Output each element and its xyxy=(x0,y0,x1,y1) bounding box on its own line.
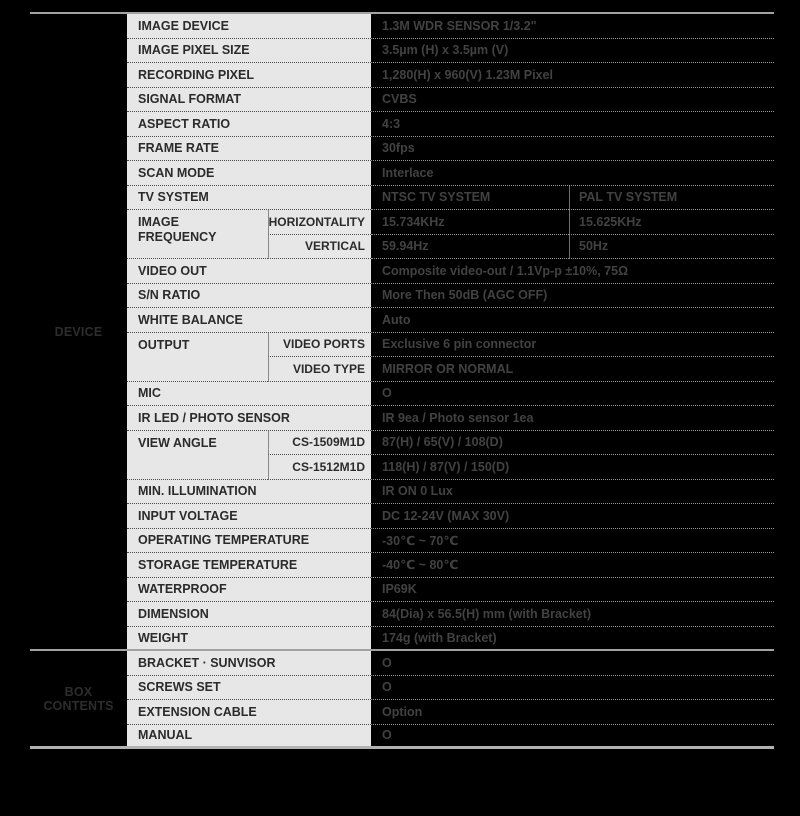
spec-value: Option xyxy=(371,700,774,725)
spec-table xyxy=(30,12,774,749)
spec-label: RECORDING PIXEL xyxy=(127,63,371,88)
spec-value: Exclusive 6 pin connector xyxy=(371,333,774,358)
spec-value: 1,280(H) x 960(V) 1.23M Pixel xyxy=(371,63,774,88)
spec-value: 84(Dia) x 56.5(H) mm (with Bracket) xyxy=(371,602,774,627)
spec-label: IMAGE DEVICE xyxy=(127,14,371,39)
spec-value-ntsc: 15.734KHz xyxy=(371,210,569,235)
category-label: BOX CONTENTS xyxy=(43,684,114,713)
spec-value: 174g (with Bracket) xyxy=(371,627,774,652)
spec-label: OUTPUT xyxy=(127,333,268,382)
spec-value: 4:3 xyxy=(371,112,774,137)
spec-label: SCREWS SET xyxy=(127,676,371,701)
spec-value: O xyxy=(371,651,774,676)
spec-label: OPERATING TEMPERATURE xyxy=(127,529,371,554)
spec-label: STORAGE TEMPERATURE xyxy=(127,553,371,578)
spec-sub-label: CS-1512M1D xyxy=(268,455,371,480)
spec-value-pal: 15.625KHz xyxy=(569,210,774,235)
spec-sub-label: VIDEO PORTS xyxy=(268,333,371,358)
spec-value: O xyxy=(371,725,774,750)
spec-value: MIRROR OR NORMAL xyxy=(371,357,774,382)
spec-label: VIEW ANGLE xyxy=(127,431,268,480)
spec-label: FRAME RATE xyxy=(127,137,371,162)
spec-label: IMAGE PIXEL SIZE xyxy=(127,39,371,64)
spec-label: INPUT VOLTAGE xyxy=(127,504,371,529)
spec-value: 118(H) / 87(V) / 150(D) xyxy=(371,455,774,480)
spec-value: O xyxy=(371,382,774,407)
spec-value: DC 12-24V (MAX 30V) xyxy=(371,504,774,529)
spec-sub-label: HORIZONTALITY xyxy=(268,210,371,235)
spec-label: WEIGHT xyxy=(127,627,371,652)
spec-value: 30fps xyxy=(371,137,774,162)
spec-value: 87(H) / 65(V) / 108(D) xyxy=(371,431,774,456)
spec-label: IR LED / PHOTO SENSOR xyxy=(127,406,371,431)
category-label: DEVICE xyxy=(54,324,103,339)
spec-label: MIN. ILLUMINATION xyxy=(127,480,371,505)
spec-value: O xyxy=(371,676,774,701)
spec-sub-label: VIDEO TYPE xyxy=(268,357,371,382)
spec-value: Composite video-out / 1.1Vp-p ±10%, 75Ω xyxy=(371,259,774,284)
spec-label: MANUAL xyxy=(127,725,371,750)
spec-label: ASPECT RATIO xyxy=(127,112,371,137)
spec-value: IR ON 0 Lux xyxy=(371,480,774,505)
spec-value: IR 9ea / Photo sensor 1ea xyxy=(371,406,774,431)
spec-label: EXTENSION CABLE xyxy=(127,700,371,725)
spec-value-ntsc: 59.94Hz xyxy=(371,235,569,260)
spec-label: WATERPROOF xyxy=(127,578,371,603)
spec-label: BRACKET · SUNVISOR xyxy=(127,651,371,676)
spec-value-ntsc: NTSC TV SYSTEM xyxy=(371,186,569,211)
spec-sub-label: VERTICAL xyxy=(268,235,371,260)
spec-value-pal: PAL TV SYSTEM xyxy=(569,186,774,211)
spec-value: 3.5µm (H) x 3.5µm (V) xyxy=(371,39,774,64)
spec-value: More Then 50dB (AGC OFF) xyxy=(371,284,774,309)
category-cell-device xyxy=(30,14,127,651)
spec-value: -30℃ ~ 70℃ xyxy=(371,529,774,554)
spec-label: TV SYSTEM xyxy=(127,186,371,211)
spec-value: Auto xyxy=(371,308,774,333)
spec-value: CVBS xyxy=(371,88,774,113)
spec-label: SCAN MODE xyxy=(127,161,371,186)
spec-label: S/N RATIO xyxy=(127,284,371,309)
category-cell-box-contents xyxy=(30,651,127,749)
spec-label: WHITE BALANCE xyxy=(127,308,371,333)
spec-value: 1.3M WDR SENSOR 1/3.2" xyxy=(371,14,774,39)
spec-label: VIDEO OUT xyxy=(127,259,371,284)
spec-label: SIGNAL FORMAT xyxy=(127,88,371,113)
spec-value: -40℃ ~ 80℃ xyxy=(371,553,774,578)
spec-value: IP69K xyxy=(371,578,774,603)
spec-value-pal: 50Hz xyxy=(569,235,774,260)
spec-label: DIMENSION xyxy=(127,602,371,627)
spec-sub-label: CS-1509M1D xyxy=(268,431,371,456)
spec-label: MIC xyxy=(127,382,371,407)
spec-value: Interlace xyxy=(371,161,774,186)
spec-label: IMAGE FREQUENCY xyxy=(127,210,268,259)
